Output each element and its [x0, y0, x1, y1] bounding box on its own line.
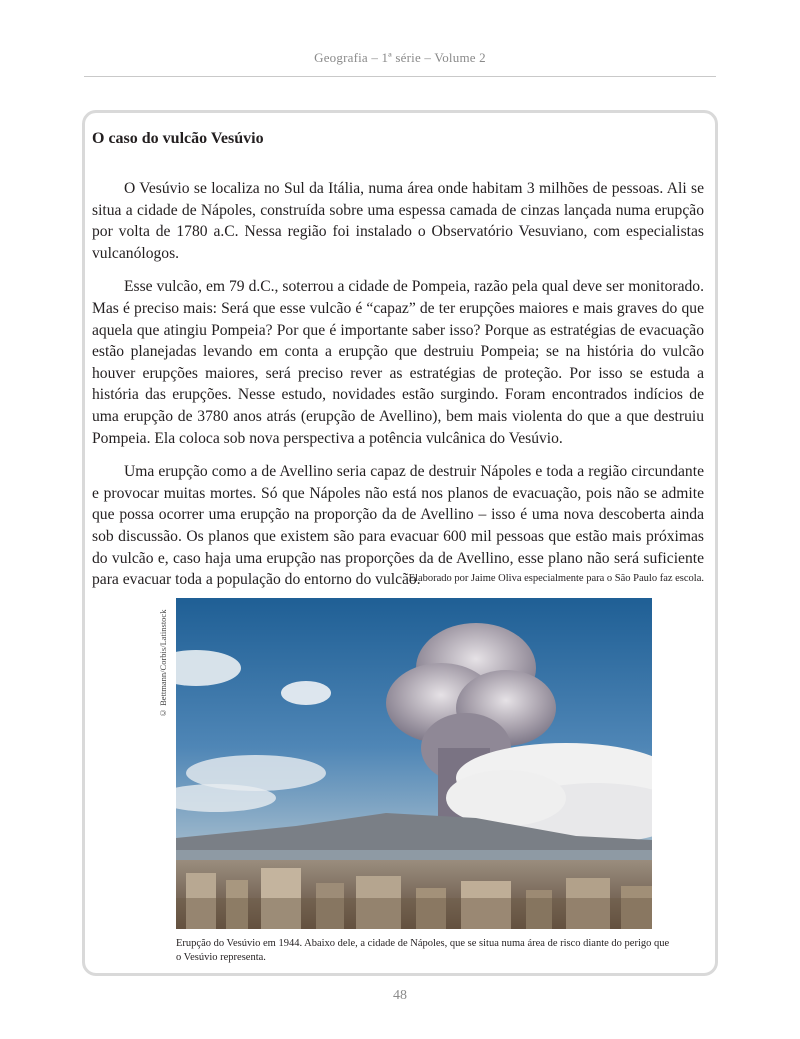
running-head: [0, 50, 800, 66]
box-title: O caso do vulcão Vesúvio: [92, 130, 264, 147]
paragraph-1: O Vesúvio se localiza no Sul da Itália, numa área onde habitam 3 milhões de pessoas. Ali se situa a cidade de Nápoles, construída sobre uma espessa camada de cinzas lançada numa erupção por volta de 1780 a.C. Nessa região foi instalado o Observatório Vesuviano, com especialistas vulcanólogos.: [92, 180, 704, 262]
paragraph-2: Esse vulcão, em 79 d.C., soterrou a cidade de Pompeia, razão pela qual deve ser monitorado. Mas é preciso mais: Será que esse vulcão é “capaz” de ter erupções maiores e mais graves do que aquela que atingiu Pompeia? Por que é importante saber isso? Porque as estratégias de evacuação estão planejadas levando em conta a erupção que destruiu Pompeia; se na história do vulcão houver erupções maiores, será preciso rever as estratégias de proteção. Por isso se estuda a história das erupções. Nesse estudo, novidades estão surgindo. Foram encontrados indícios de uma erupção de 3780 anos atrás (erupção de Avellino), bem mais violenta do que a que destruiu Pompeia. Ela coloca sob nova perspectiva a potência vulcânica do Vesúvio.: [92, 278, 704, 447]
article-body: [92, 178, 704, 603]
source-credit: Elaborado por Jaime Oliva especialmente para o São Paulo faz escola.: [408, 573, 704, 584]
header-rule: [84, 76, 716, 77]
vesuvius-eruption-photo: [176, 598, 652, 929]
page-number: 48: [393, 988, 407, 1003]
running-head-text: Geografia – 1ª série – Volume 2: [314, 50, 486, 65]
photo-credit: © Bettmann/Corbis/Latinstock: [158, 609, 168, 718]
photo-caption: Erupção do Vesúvio em 1944. Abaixo dele, a cidade de Nápoles, que se situa numa área de risco diante do perigo que o Vesúvio representa.: [176, 938, 670, 963]
paragraph-3: Uma erupção como a de Avellino seria capaz de destruir Nápoles e toda a região circundante e provocar muitas mortes. Só que Nápoles não está nos planos de evacuação, pois não se admite que possa ocorrer uma erupção na proporção da de Avellino – isso é uma nova descoberta ainda sob discussão. Os planos que existem são para evacuar 600 mil pessoas que estão mais próximas do vulcão e, caso haja uma erupção nas proporções da de Avellino, esse plano não será suficiente para evacuar toda a população do entorno do vulcão.: [92, 463, 704, 589]
